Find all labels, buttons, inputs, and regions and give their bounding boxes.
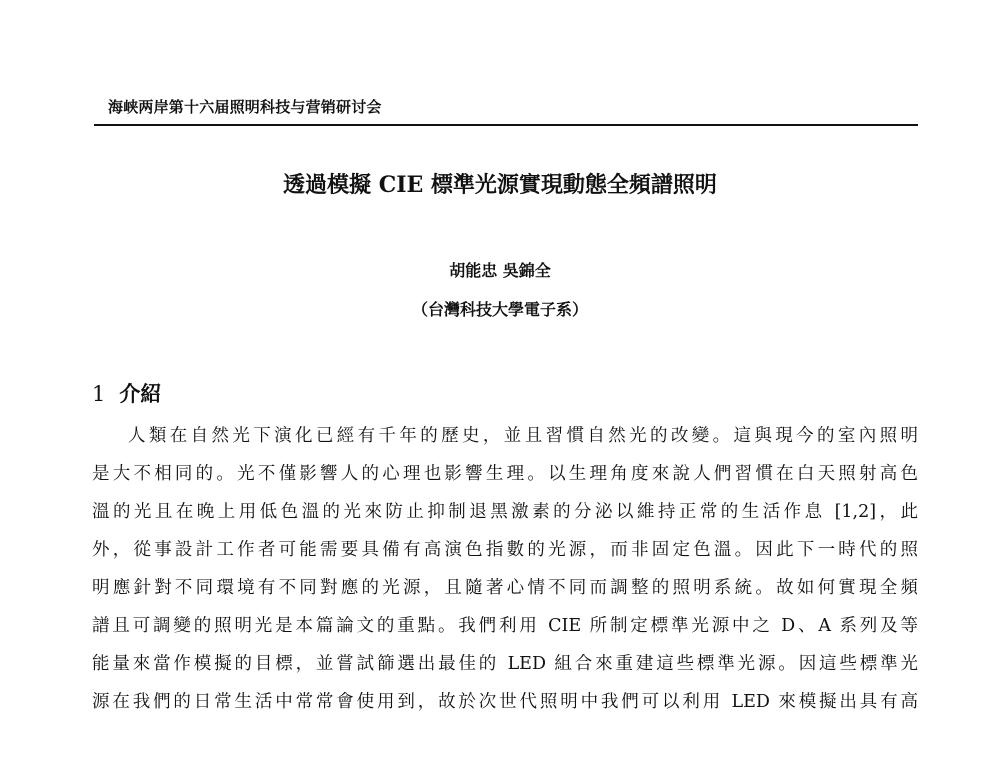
paper-title: 透過模擬 CIE 標準光源實現動態全頻譜照明 <box>283 172 717 198</box>
conference-header: 海峡两岸第十六届照明科技与营销研讨会 <box>108 98 382 116</box>
section-heading <box>92 378 161 408</box>
section-number: 1 <box>92 382 106 406</box>
paragraph-line: 溫的光且在晚上用低色溫的光來防止抑制退黑激素的分泌以維持正常的生活作息 [1,2]，此 <box>92 502 918 522</box>
section-title: 介紹 <box>119 381 162 406</box>
paragraph-line: 人類在自然光下演化已經有千年的歷史，並且習慣自然光的改變。這與現今的室內照明 <box>128 426 918 446</box>
paragraph-line: 源在我們的日常生活中常常會使用到，故於次世代照明中我們可以利用 LED 來模擬出具有高 <box>92 692 918 712</box>
header-rule <box>94 124 918 126</box>
paragraph-line: 是大不相同的。光不僅影響人的心理也影響生理。以生理角度來說人們習慣在白天照射高色 <box>92 464 918 484</box>
paragraph-line: 外，從事設計工作者可能需要具備有高演色指數的光源，而非固定色溫。因此下一時代的照 <box>92 540 918 560</box>
paragraph-line: 能量來當作模擬的目標，並嘗試篩選出最佳的 LED 組合來重建這些標準光源。因這些標準光 <box>92 654 918 674</box>
paper-affiliation: （台灣科技大學電子系） <box>411 300 588 319</box>
body-text <box>92 424 918 728</box>
paragraph-line: 譜且可調變的照明光是本篇論文的重點。我們利用 CIE 所制定標準光源中之 D、A 系列及等 <box>92 616 918 636</box>
paragraph-line: 明應針對不同環境有不同對應的光源，且隨著心情不同而調整的照明系統。故如何實現全頻 <box>92 578 918 598</box>
paper-authors: 胡能忠 吳錦全 <box>449 261 551 280</box>
